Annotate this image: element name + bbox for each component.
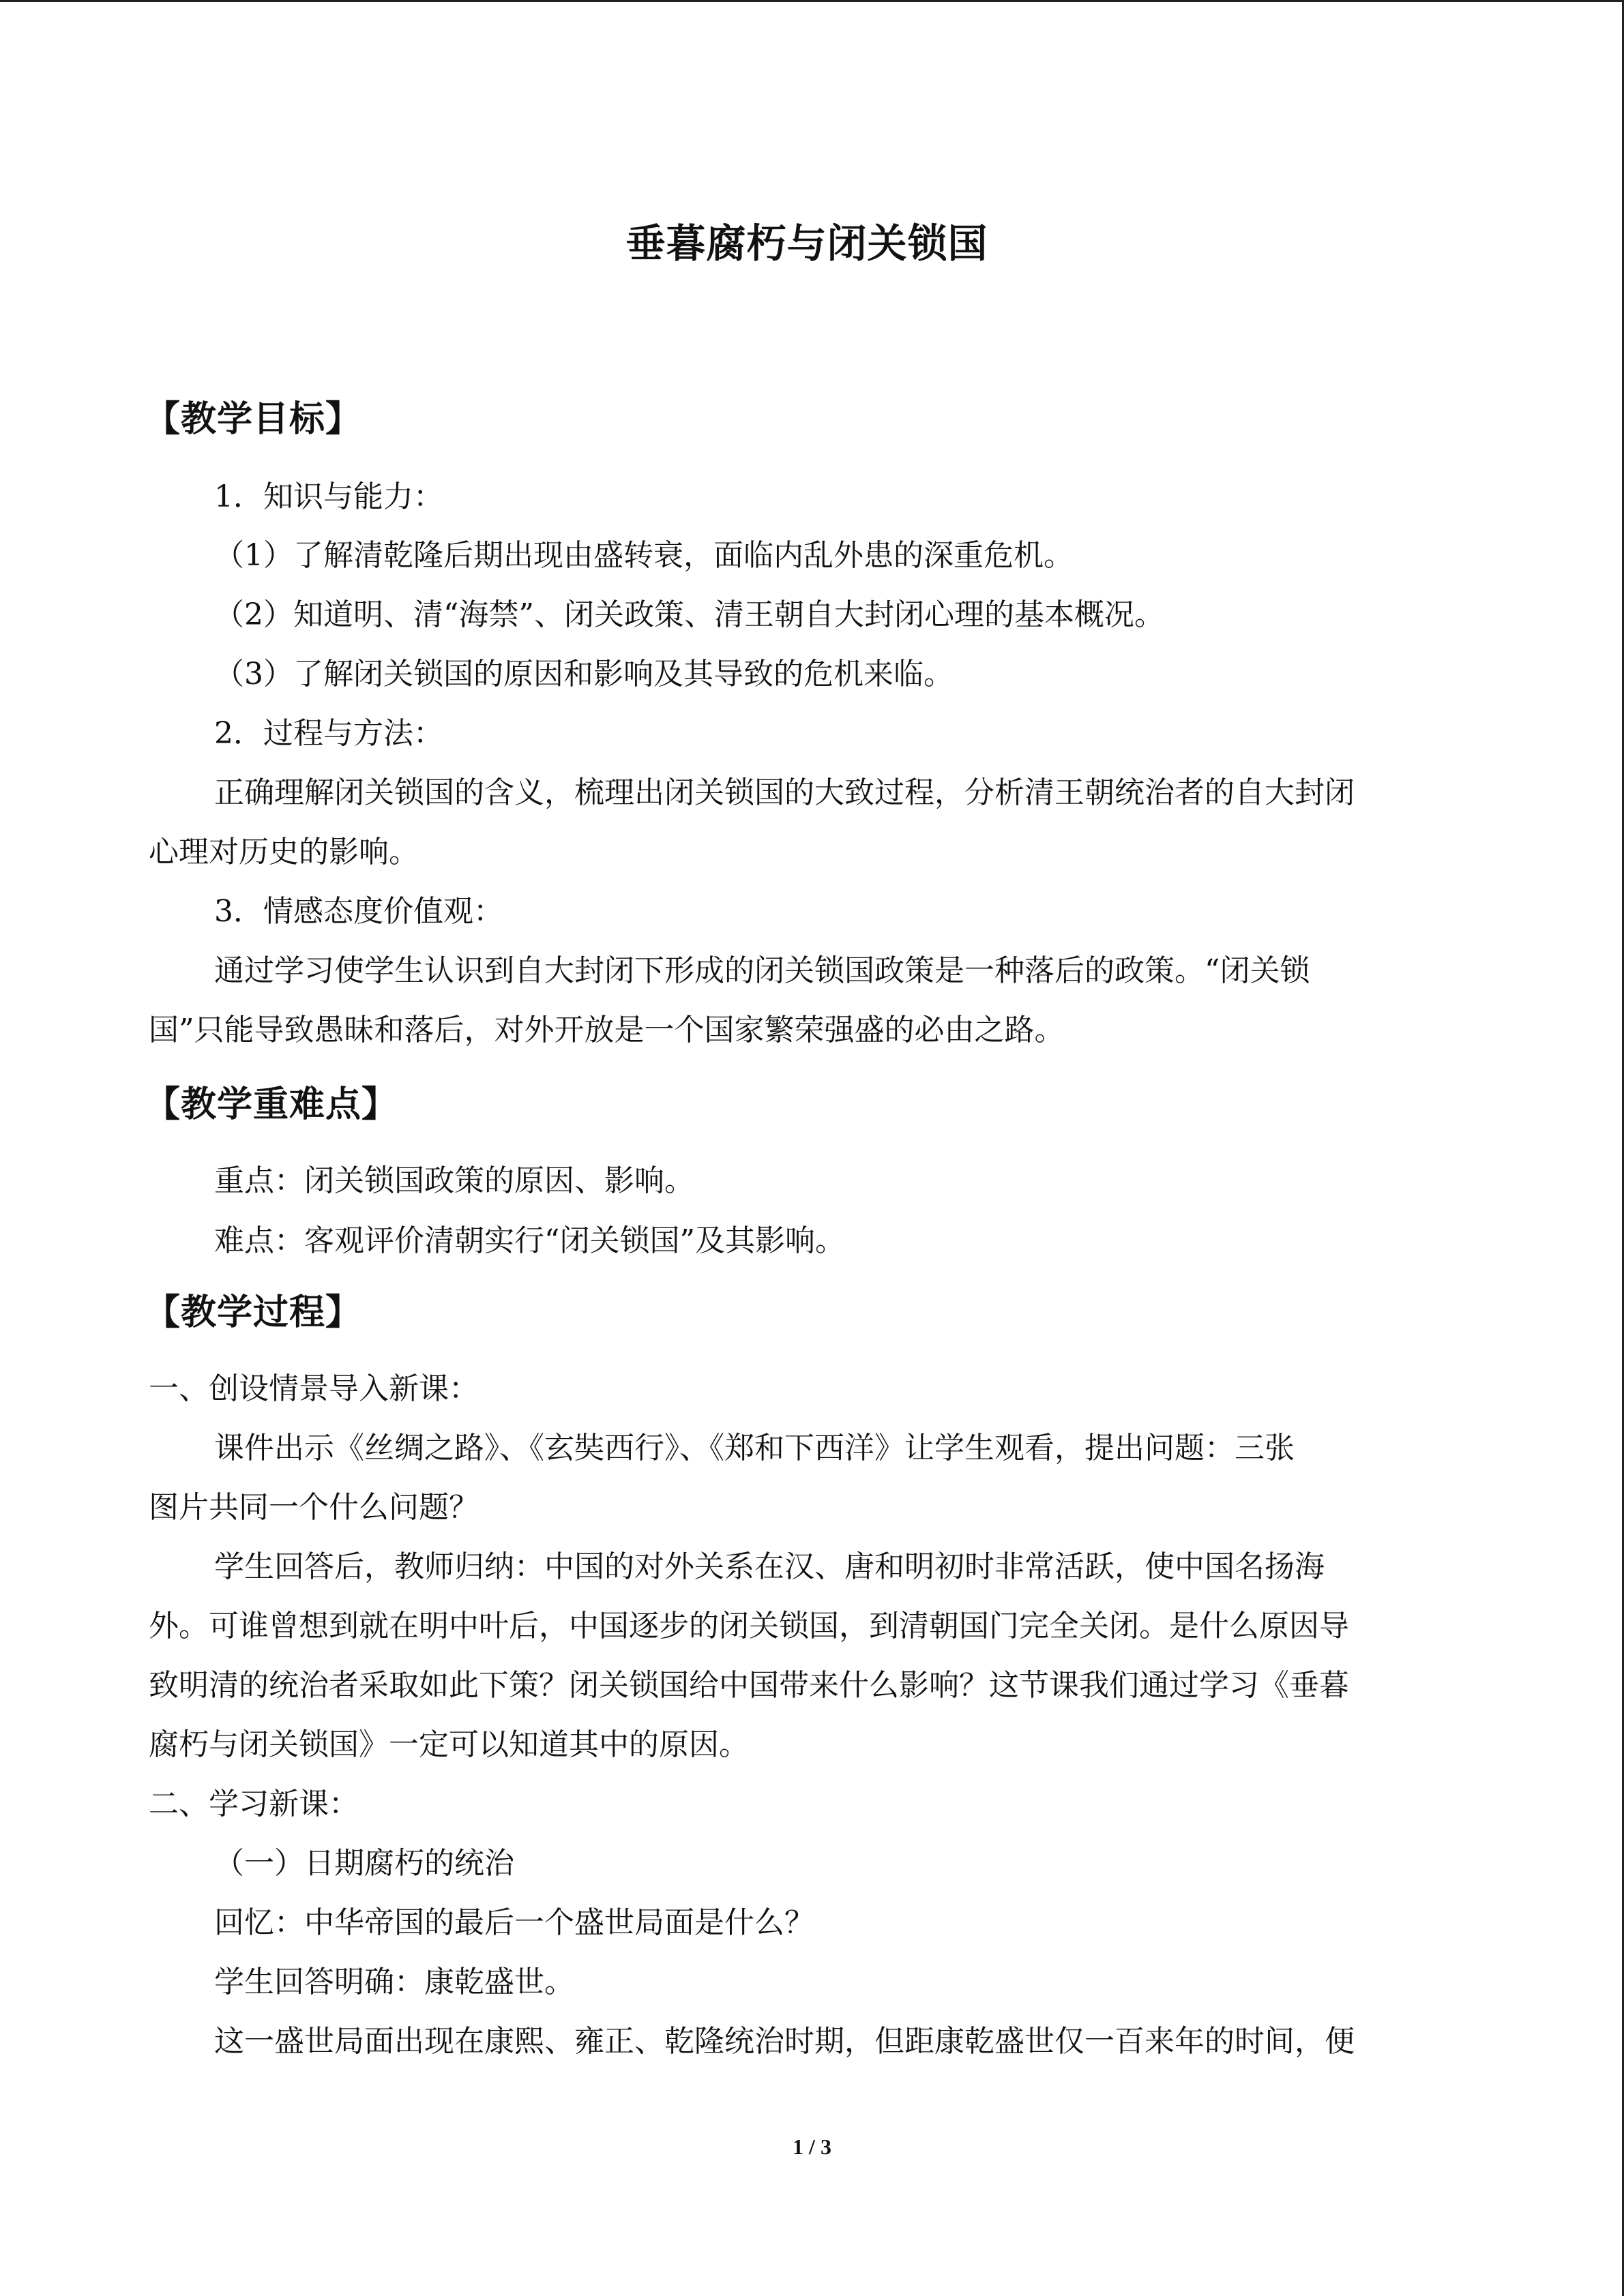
process-paragraph-2-line-2: 外。可谁曾想到就在明中叶后，中国逐步的闭关锁国，到清朝国门完全关闭。是什么原因导 [149, 1609, 1349, 1643]
goal-2-label: 2．过程与方法： [214, 716, 443, 751]
process-paragraph-2-line-3: 致明清的统治者采取如此下策？闭关锁国给中国带来什么影响？这节课我们通过学习《垂暮 [149, 1668, 1349, 1703]
goal-3-label: 3．情感态度价值观： [214, 894, 503, 929]
key-point: 重点：闭关锁国政策的原因、影响。 [214, 1163, 694, 1198]
process-step-2: 二、学习新课： [149, 1787, 359, 1821]
section-heading-process: 【教学过程】 [145, 1292, 362, 1333]
goal-1-c: （3）了解闭关锁国的原因和影响及其导致的危机来临。 [214, 657, 954, 691]
page-border-top [0, 0, 1624, 2]
process-answer: 学生回答明确：康乾盛世。 [214, 1965, 574, 1999]
section-heading-goals: 【教学目标】 [145, 398, 362, 440]
process-subsection-1: （一）日期腐朽的统治 [214, 1846, 514, 1881]
goal-2-paragraph-line-1: 正确理解闭关锁国的含义，梳理出闭关锁国的大致过程，分析清王朝统治者的自大封闭 [214, 775, 1355, 810]
process-paragraph-3-line-1: 这一盛世局面出现在康熙、雍正、乾隆统治时期，但距康乾盛世仅一百来年的时间，便 [214, 2024, 1355, 2059]
page-number: 1 / 3 [793, 2134, 831, 2159]
process-paragraph-1-line-2: 图片共同一个什么问题？ [149, 1490, 479, 1525]
process-paragraph-1-line-1: 课件出示《丝绸之路》、《玄奘西行》、《郑和下西洋》让学生观看，提出问题：三张 [214, 1431, 1295, 1465]
difficult-point: 难点：客观评价清朝实行“闭关锁国”及其影响。 [214, 1223, 845, 1258]
goal-2-paragraph-line-2: 心理对历史的影响。 [149, 835, 419, 869]
section-heading-key-points: 【教学重难点】 [145, 1084, 398, 1125]
process-paragraph-2-line-1: 学生回答后，教师归纳：中国的对外关系在汉、唐和明初时非常活跃，使中国名扬海 [214, 1549, 1325, 1584]
process-question: 回忆：中华帝国的最后一个盛世局面是什么？ [214, 1905, 814, 1940]
goal-1-b: （2）知道明、清“海禁”、闭关政策、清王朝自大封闭心理的基本概况。 [214, 597, 1164, 632]
goal-1-a: （1）了解清乾隆后期出现由盛转衰，面临内乱外患的深重危机。 [214, 538, 1074, 573]
goal-1-label: 1．知识与能力： [214, 479, 443, 514]
process-step-1: 一、创设情景导入新课： [149, 1371, 479, 1406]
document-title: 垂暮腐朽与闭关锁国 [625, 220, 988, 267]
goal-3-paragraph-line-2: 国”只能导致愚昧和落后，对外开放是一个国家繁荣强盛的必由之路。 [149, 1013, 1065, 1047]
goal-3-paragraph-line-1: 通过学习使学生认识到自大封闭下形成的闭关锁国政策是一种落后的政策。“闭关锁 [214, 953, 1310, 988]
process-paragraph-2-line-4: 腐朽与闭关锁国》一定可以知道其中的原因。 [149, 1727, 749, 1762]
